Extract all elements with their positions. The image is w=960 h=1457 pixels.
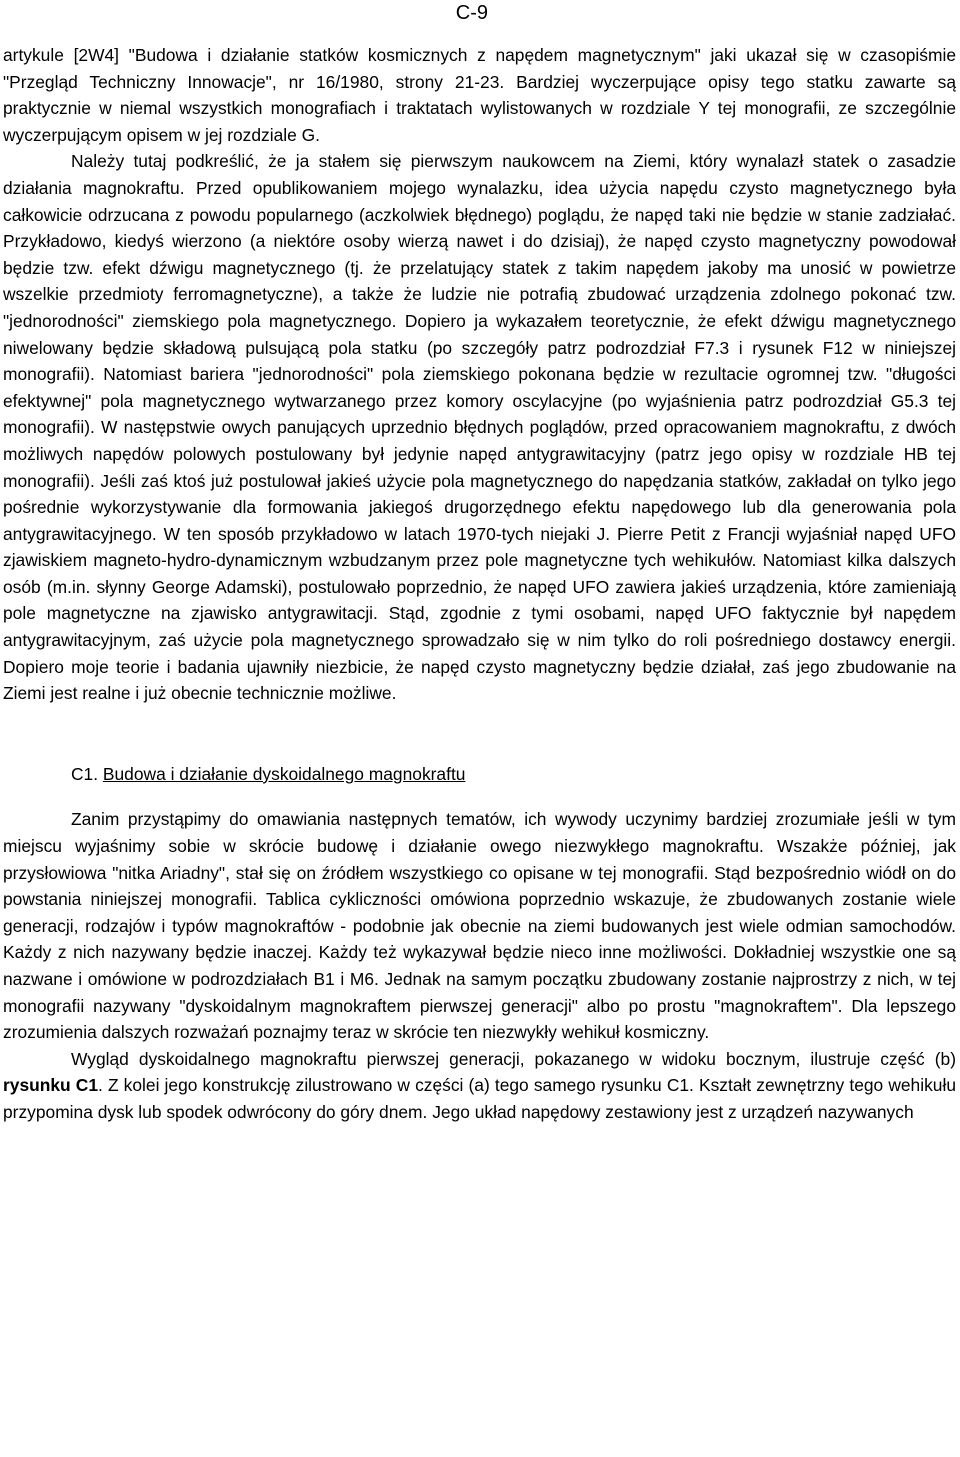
section-heading bbox=[3, 761, 956, 788]
paragraph-appearance bbox=[3, 1046, 956, 1126]
paragraph-introduction: Zanim przystąpimy do omawiania następnych tematów, ich wywody uczynimy bardziej zrozumiałe jeśli w tym miejscu wyjaśnimy sobie w skrócie budowę i działanie owego niezwykłego magnokraftu. Wszakże później, jak przysłowiowa "nitka Ariadny", stał się on źródłem wszystkiego co opisane w tej monografii. Stąd bezpośrednio wiódł on do powstania niniejszej monografii. Tablica cykliczności omówiona poprzednio wskazuje, że zbudowanych zostanie wiele generacji, rodzajów i typów magnokraftów - podobnie jak obecnie na ziemi budowanych jest wiele odmian samochodów. Każdy z nich nazywany będzie inaczej. Każdy też wykazywał będzie nieco inne możliwości. Dokładniej wszystkie one są nazwane i omówione w podrozdziałach B1 i M6. Jednak na samym początku zbudowany zostanie najprostrzy z nich, w tej monografii nazywany "dyskoidalnym magnokraftem pierwszej generacji" albo po prostu "magnokraftem". Dla lepszego zrozumienia dalszych rozważań poznajmy teraz w skrócie ten niezwykły wehikuł kosmiczny. bbox=[3, 809, 956, 1043]
paragraph-magnokraft-invention: Należy tutaj podkreślić, że ja stałem się pierwszym naukowcem na Ziemi, który wynalazł statek o zasadzie działania magnokraftu. Przed opublikowaniem mojego wynalazku, idea użycia napędu czysto magnetycznego była całkowicie odrzucana z powodu popularnego (aczkolwiek błędnego) poglądu, że napęd taki nie będzie w stanie zadziałać. Przykładowo, kiedyś wierzono (a niektóre osoby wierzą nawet i do dzisiaj), że napęd czysto magnetyczny powodował będzie tzw. efekt dźwigu magnetycznego (tj. że przelatujący statek z takim napędem jakoby ma unosić w powietrze wszelkie przedmioty ferromagnetyczne), a także że ludzie nie potrafią zbudować urządzenia zdolnego pokonać tzw. "jednorodności" ziemskiego pola magnetycznego. Dopiero ja wykazałem teoretycznie, że efekt dźwigu magnetycznego niwelowany będzie składową pulsującą pola statku (po szczegóły patrz podrozdział F7.3 i rysunek F12 w niniejszej monografii). Natomiast bariera "jednorodności" pola ziemskiego pokonana będzie w rezultacie ogromnej tzw. "długości efektywnej" pola magnetycznego wytwarzanego przez komory oscylacyjne (po wyjaśnienia patrz podrozdział G5.3 tej monografii). W następstwie owych panujących uprzednio błędnych poglądów, przed opracowaniem magnokraftu, z dwóch możliwych napędów polowych postulowany był jedynie napęd antygrawitacyjny (patrz jego opisy w rozdziale HB tej monografii). Jeśli zaś ktoś już postulował jakieś użycie pola magnetycznego do napędzania statków, zakładał on tylko jego pośrednie wykorzystywanie dla formowania jakiegoś drugorzędnego efektu napędowego lub dla generowania pola antygrawitacyjnego. W ten sposób przykładowo w latach 1970-tych niejaki J. Pierre Petit z Francji wyjaśniał napęd UFO zjawiskiem magneto-hydro-dynamicznym wzbudzanym przez pole magnetyczne tych wehikułów. Natomiast kilka dalszych osób (m.in. słynny George Adamski), postulowało poprzednio, że napęd UFO zawiera jakieś urządzenia, które zamieniają pole magnetyczne na zjawisko antygrawitacji. Stąd, zgodnie z tymi osobami, napęd UFO faktycznie był napędem antygrawitacyjnym, zaś użycie pola magnetycznego sprowadzało się w nim tylko do roli pośredniego dostawcy energii. Dopiero moje teorie i badania ujawniły niezbicie, że napęd czysto magnetyczny będzie działał, zaś jego zbudowanie na Ziemi jest realne i już obecnie technicznie możliwe. bbox=[3, 151, 956, 704]
page-number: C-9 bbox=[455, 2, 488, 24]
paragraph-continuation: artykule [2W4] "Budowa i działanie statków kosmicznych z napędem magnetycznym" jaki ukazał się w czasopiśmie "Przegląd Techniczny Innowacje", nr 16/1980, strony 21-23. Bardziej wyczerpujące opisy tego statku zawarte są praktycznie w niemal wszystkich monografiach i traktatach wylistowanych w rozdziale Y tej monografii, ze szczególnie wyczerpującym opisem w jej rozdziale G. bbox=[3, 45, 956, 145]
section-title: Budowa i działanie dyskoidalnego magnokraftu bbox=[102, 763, 466, 784]
section-number: C1. bbox=[71, 763, 99, 784]
document-body bbox=[3, 42, 956, 1126]
paragraph-appearance-text-1: Wygląd dyskoidalnego magnokraftu pierwszej generacji, pokazanego w widoku bocznym, ilustruje część (b) bbox=[71, 1048, 956, 1069]
figure-reference: rysunku C1 bbox=[3, 1075, 98, 1096]
paragraph-appearance-text-2: . Z kolei jego konstrukcję zilustrowano w części (a) tego samego rysunku C1. Kształt zewnętrzny tego wehikułu przypomina dysk lub spodek odwrócony do góry dnem. Jego układ napędowy zestawiony jest z urządzeń nazywanych bbox=[3, 1075, 956, 1122]
